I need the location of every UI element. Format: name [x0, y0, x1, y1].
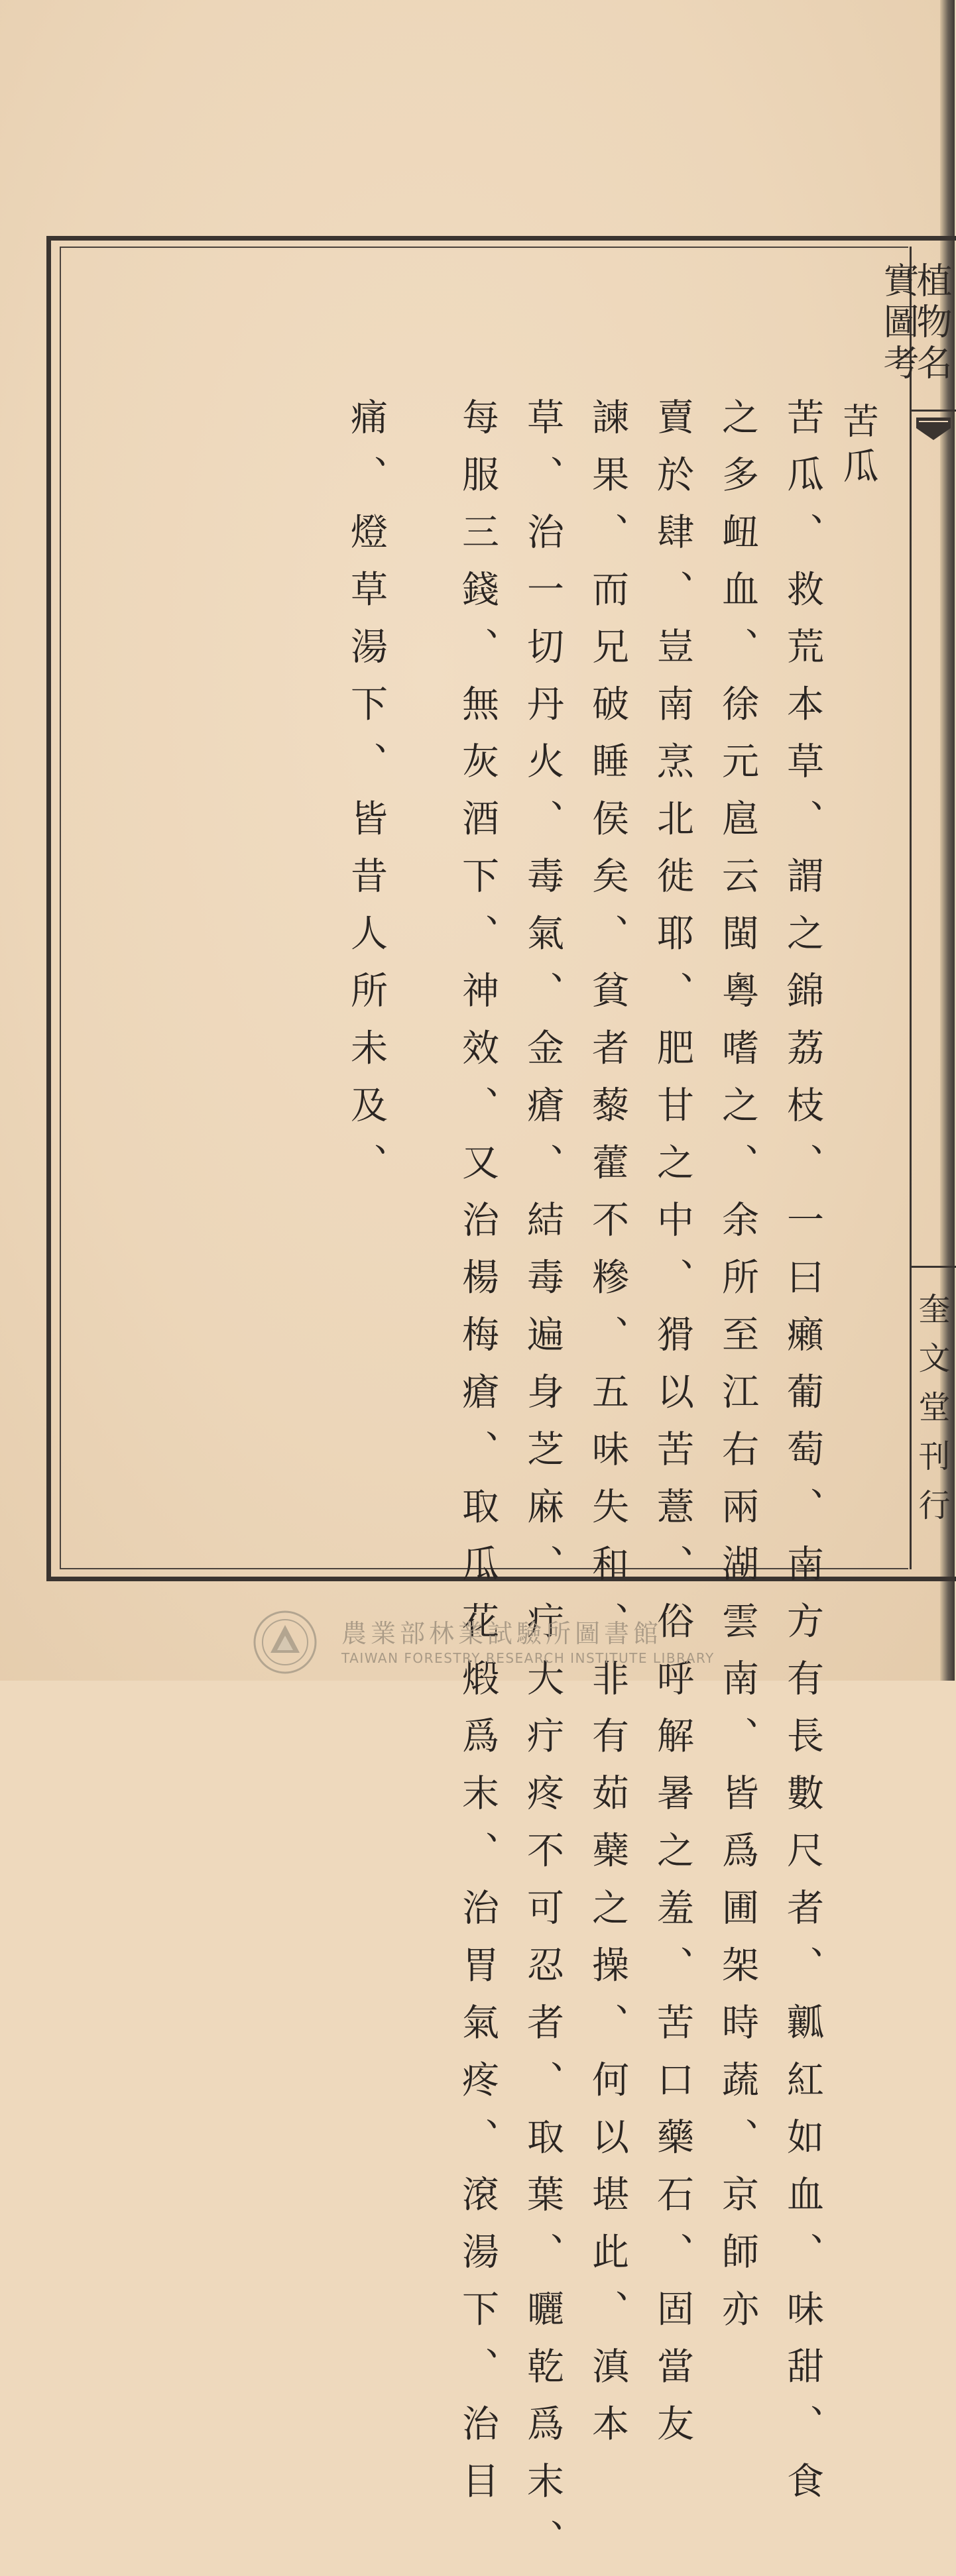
text-column: 草、治一切丹火、毒氣、金瘡、結毒遍身芝麻、疔大疔疼不可忍者、取葉、曬乾爲末、: [521, 398, 564, 2576]
text-column: 痛、燈草湯下、皆昔人所未及、: [345, 398, 388, 1200]
library-seal-icon: [252, 1609, 318, 1675]
library-name-en: TAIWAN FORESTRY RESEARCH INSTITUTE LIBRARY: [341, 1650, 715, 1666]
entry-heading: 苦瓜: [837, 402, 879, 492]
text-column: 之多衄血、徐元扈云閩粵嗜之、余所至江右兩湖雲南、皆爲圃架時蔬、京師亦: [716, 398, 759, 2347]
text-column: 每服三錢、無灰酒下、神效、又治楊梅瘡、取瓜花煅爲末、治胃氣疼、滾湯下、治目: [456, 398, 499, 2519]
center-column-divider-top: [910, 410, 956, 412]
running-title: 植物名實圖考: [878, 262, 953, 385]
center-column-rule: [910, 247, 912, 1569]
publisher-imprint: 奎文堂刊行: [913, 1292, 950, 1538]
text-column: 苦瓜、救荒本草、謂之錦荔枝、一曰癩葡萄、南方有長數尺者、瓤紅如血、味甜、食: [781, 398, 824, 2519]
text-column: 諫果、而兄破睡侯矣、貧者藜藿不糝、五味失和、非有茹蘗之操、何以堪此、滇本: [586, 398, 629, 2461]
library-name-zh: 農業部林業試驗所圖書館: [341, 1619, 663, 1648]
text-column: 賣於肆、豈南烹北徙耶、肥甘之中、猾以苦薏、俗呼解暑之羞、苦口藥石、固當友: [651, 398, 694, 2461]
library-watermark: [252, 1609, 716, 1675]
fish-tail-ornament-icon: [914, 414, 953, 451]
center-column-divider-bottom: [910, 1266, 956, 1268]
